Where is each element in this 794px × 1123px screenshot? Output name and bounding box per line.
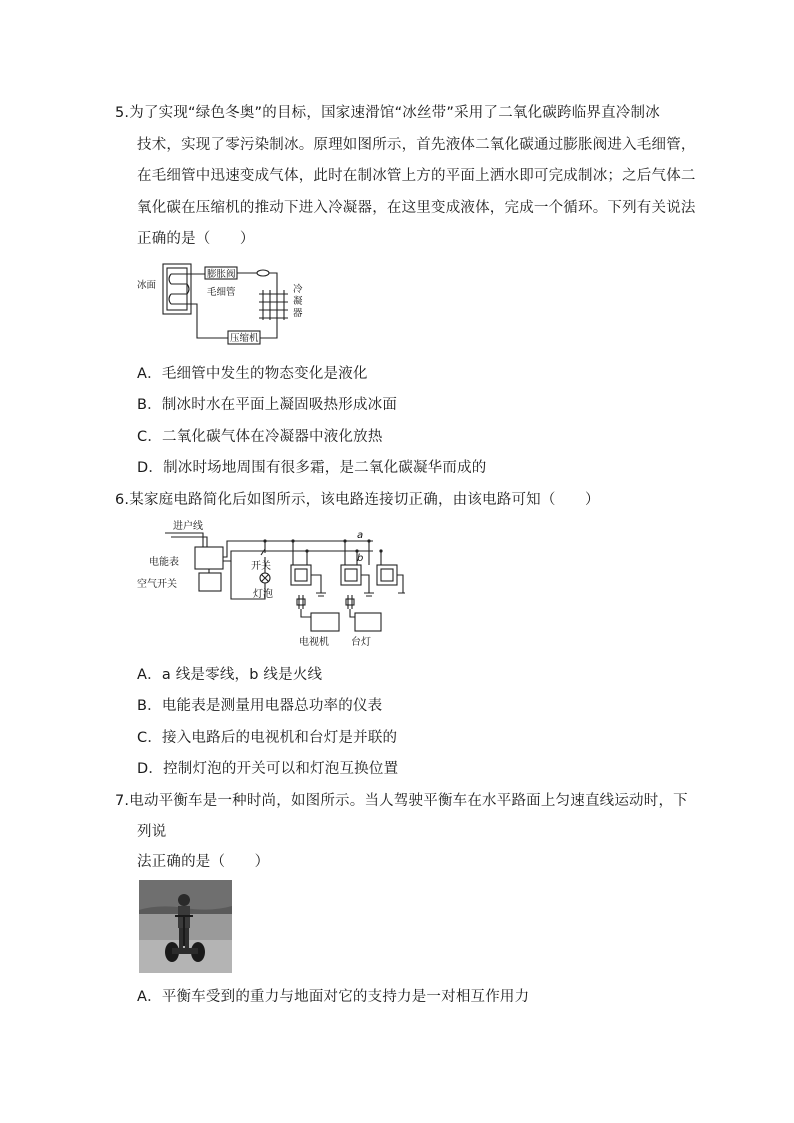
question-6-line-1 (115, 491, 600, 509)
question-6-option-d[interactable]: D．控制灯泡的开关可以和灯泡互换位置 (137, 761, 399, 777)
question-5-option-b[interactable]: B．制冰时水在平面上凝固吸热形成冰面 (137, 397, 398, 413)
question-number: 7. (115, 793, 130, 809)
bulb-label: 灯泡 (253, 589, 273, 600)
switch-label: 开关 (251, 561, 271, 572)
question-text: 为了实现“绿色冬奥”的目标，国家速滑馆“冰丝带”采用了二氧化碳跨临界直冷制冰 (129, 105, 660, 121)
condenser-label-2: 凝 (293, 296, 303, 307)
question-5-line-2: 技术，实现了零污染制冰。原理如图所示，首先液体二氧化碳通过膨胀阀进入毛细管， (137, 137, 696, 153)
tv-label: 电视机 (299, 637, 329, 648)
condenser-label-3: 器 (293, 308, 303, 319)
question-5-line-1 (115, 104, 660, 122)
household-circuit-diagram (135, 517, 405, 652)
question-7-option-a[interactable]: A．平衡车受到的重力与地面对它的支持力是一对相互作用力 (137, 989, 530, 1005)
ice-surface-label: 冰面 (137, 280, 157, 291)
balance-vehicle-illustration (139, 880, 232, 973)
question-5-option-c[interactable]: C．二氧化碳气体在冷凝器中液化放热 (137, 429, 383, 445)
question-5-option-d[interactable]: D．制冰时场地周围有很多霜，是二氧化碳凝华而成的 (137, 460, 487, 476)
question-5-line-5: 正确的是（ ） (137, 231, 255, 247)
question-7-line-2: 列说 (137, 824, 167, 840)
condenser-label-1: 冷 (293, 284, 303, 295)
co2-ice-making-diagram (135, 258, 310, 350)
question-6-option-b[interactable]: B．电能表是测量用电器总功率的仪表 (137, 698, 383, 714)
question-7-line-3: 法正确的是（ ） (137, 854, 270, 870)
inlet-wire-label: 进户线 (173, 521, 203, 532)
question-6-option-a[interactable]: A．a 线是零线，b 线是火线 (137, 667, 323, 683)
desk-lamp-label: 台灯 (351, 637, 371, 648)
question-number: 5. (115, 105, 130, 121)
question-number: 6. (115, 492, 130, 508)
question-7-line-1 (115, 792, 688, 810)
capillary-label: 毛细管 (207, 287, 236, 298)
question-5-line-4: 氧化碳在压缩机的推动下进入冷凝器，在这里变成液体，完成一个循环。下列有关说法 (137, 200, 696, 216)
wire-a-label: a (357, 530, 364, 541)
air-breaker-label: 空气开关 (137, 579, 177, 590)
wire-b-label: b (357, 553, 364, 564)
question-5-option-a[interactable]: A．毛细管中发生的物态变化是液化 (137, 366, 368, 382)
question-5-line-3: 在毛细管中迅速变成气体，此时在制冰管上方的平面上洒水即可完成制冰；之后气体二 (137, 168, 696, 184)
balance-vehicle-photo (139, 880, 232, 973)
question-text: 电动平衡车是一种时尚，如图所示。当人驾驶平衡车在水平路面上匀速直线运动时，下 (129, 793, 688, 809)
electric-meter-label: 电能表 (149, 557, 179, 568)
expansion-valve-label: 膨胀阀 (207, 269, 236, 280)
compressor-label: 压缩机 (230, 333, 259, 344)
question-text: 某家庭电路简化后如图所示，该电路连接切正确，由该电路可知（ ） (129, 492, 600, 508)
question-6-option-c[interactable]: C．接入电路后的电视机和台灯是并联的 (137, 730, 398, 746)
